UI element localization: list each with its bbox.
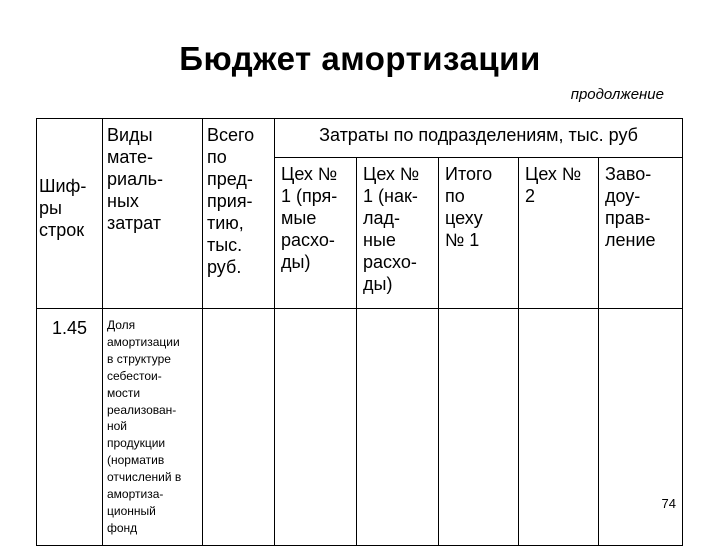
- header-total: Всего по пред- прия- тию, тыс. руб.: [203, 119, 275, 309]
- header-dept-shop2: Цех № 2: [519, 158, 599, 309]
- row-cell-shop2: [519, 309, 599, 546]
- row-cell-shop1-total: [439, 309, 519, 546]
- table-row: [37, 309, 683, 546]
- page-number: 74: [661, 496, 676, 511]
- header-dept-shop1-direct: Цех № 1 (пря- мые расхо- ды): [275, 158, 357, 309]
- slide-subtitle: продолжение: [570, 86, 664, 103]
- header-cost-type: Виды мате- риаль- ных затрат: [103, 119, 203, 309]
- row-cell-shop1-overhead: [357, 309, 439, 546]
- header-row-group: [37, 119, 683, 158]
- row-code: 1.45: [37, 309, 103, 546]
- header-dept-group: Затраты по подразделениям, тыс. руб: [275, 119, 683, 158]
- header-code: Шиф- ры строк: [37, 119, 103, 309]
- row-cell-shop1-direct: [275, 309, 357, 546]
- slide-title: Бюджет амортизации: [179, 40, 541, 77]
- header-dept-shop1-overhead: Цех № 1 (нак- лад- ные расхо- ды): [357, 158, 439, 309]
- budget-table: [36, 118, 683, 546]
- row-description: Доля амортизации в структуре себестои- мости реализован- ной продукции (норматив отчислений в амортиза- ционный фонд: [103, 309, 203, 546]
- header-dept-management: Заво- доу- прав- ление: [599, 158, 683, 309]
- row-cell-total: [203, 309, 275, 546]
- header-dept-shop1-total: Итого по цеху № 1: [439, 158, 519, 309]
